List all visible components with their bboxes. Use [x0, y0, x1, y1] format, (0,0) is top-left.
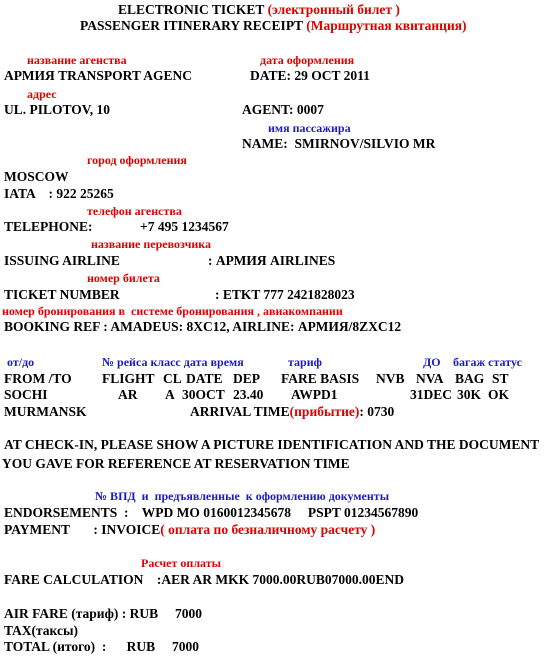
col-nvb: NVB: [376, 371, 405, 386]
passenger-name: NAME: SMIRNOV/SILVIO MR: [242, 136, 436, 151]
air-fare: AIR FARE (тариф) : RUB 7000: [4, 606, 203, 621]
checkin-notice-line1: AT CHECK-IN, PLEASE SHOW A PICTURE IDENTIFICATION AND THE DOCUMENT: [4, 437, 540, 452]
col-nva: NVA: [416, 371, 444, 386]
city-label-ru: город оформления: [87, 153, 187, 167]
segment-flight: AR: [118, 387, 138, 402]
booking-label-ru: номер бронирования в системе бронирования , авиакомпании: [2, 304, 343, 318]
col-from-to: FROM /TO: [4, 371, 72, 386]
passenger-label-ru: имя пассажира: [268, 121, 351, 135]
endorsements-label-ru: № ВПД и предъявленные к оформлению документы: [95, 489, 390, 503]
flight-info-label-ru: № рейса класс дата время: [102, 355, 244, 369]
issue-city: MOSCOW: [4, 169, 69, 184]
payment-value: PAYMENT : INVOICE: [4, 522, 161, 537]
segment-dep: 23.40: [233, 387, 264, 402]
airline-label-ru: название перевозчика: [91, 237, 212, 251]
phone-label-ru: телефон агенства: [87, 204, 182, 218]
agency-name: АРМИЯ TRANSPORT AGENC: [4, 68, 193, 83]
baggage-status-label-ru: багаж статус: [453, 355, 522, 369]
ticket-number-label: TICKET NUMBER: [4, 287, 120, 302]
arrival-time: [190, 405, 394, 419]
phone-label: TELEPHONE:: [4, 219, 93, 234]
address-label-ru: адрес: [27, 87, 57, 101]
arrival-value: : 0730: [359, 404, 395, 419]
iata-code: IATA : 922 25265: [4, 186, 114, 201]
tax: TAX(таксы): [4, 623, 79, 638]
document-subtitle: [80, 19, 467, 33]
date-label-ru: дата оформления: [260, 53, 355, 67]
title-en: ELECTRONIC TICKET: [118, 2, 268, 17]
arrival-label-ru: (прибытие): [289, 404, 360, 419]
issue-date: DATE: 29 OCT 2011: [250, 68, 370, 83]
payment-ru: ( оплата по безналичному расчету ): [160, 522, 376, 537]
phone-value: +7 495 1234567: [140, 219, 229, 234]
segment-from: SOCHI: [4, 387, 48, 402]
segment-nva: 31DEC: [410, 387, 453, 402]
airline-value: : АРМИЯ AIRLINES: [208, 253, 336, 268]
payment-line: [4, 523, 375, 537]
until-label-ru: ДО: [423, 355, 441, 369]
airline-label: ISSUING AIRLINE: [4, 253, 120, 268]
booking-ref: BOOKING REF : AMADEUS: 8XC12, AIRLINE: АРМИЯ/8ZXC12: [4, 319, 402, 334]
segment-to: MURMANSK: [4, 404, 87, 419]
ticket-number-label-ru: номер билета: [87, 271, 160, 285]
arrival-label: ARRIVAL TIME: [190, 404, 290, 419]
segment-status: OK: [488, 387, 510, 402]
col-flight: FLIGHT: [102, 371, 155, 386]
col-class: CL: [163, 371, 182, 386]
segment-fare-basis: AWPD1: [291, 387, 338, 402]
from-to-label-ru: от/до: [7, 355, 35, 369]
fare-calc-label-ru: Расчет оплаты: [141, 556, 222, 570]
total: TOTAL (итого) : RUB 7000: [4, 639, 200, 654]
agent-code: AGENT: 0007: [242, 102, 324, 117]
title-ru: (электронный билет ): [267, 2, 400, 17]
checkin-notice-line2: YOU GAVE FOR REFERENCE AT RESERVATION TIME: [2, 456, 350, 471]
col-dep: DEP: [233, 371, 260, 386]
fare-calculation: FARE CALCULATION :AER AR MKK 7000.00RUB07000.00END: [4, 572, 405, 587]
agency-address: UL. PILOTOV, 10: [4, 102, 111, 117]
col-date: DATE: [186, 371, 223, 386]
endorsements-line: ENDORSEMENTS : WPD MO 0160012345678 PSPT 01234567890: [4, 505, 419, 520]
document-title: [118, 3, 400, 17]
ticket-number-value: : ETKT 777 2421828023: [215, 287, 355, 302]
col-status: ST: [492, 371, 509, 386]
col-bag: BAG: [455, 371, 485, 386]
subtitle-ru: (Маршрутная квитанция): [306, 18, 467, 33]
segment-class: A: [165, 387, 175, 402]
col-fare-basis: FARE BASIS: [281, 371, 360, 386]
agency-label-ru: название агенства: [27, 53, 127, 67]
segment-date: 30OCT: [182, 387, 225, 402]
segment-bag: 30K: [457, 387, 482, 402]
fare-label-ru: тариф: [288, 355, 322, 369]
subtitle-en: PASSENGER ITINERARY RECEIPT: [80, 18, 307, 33]
